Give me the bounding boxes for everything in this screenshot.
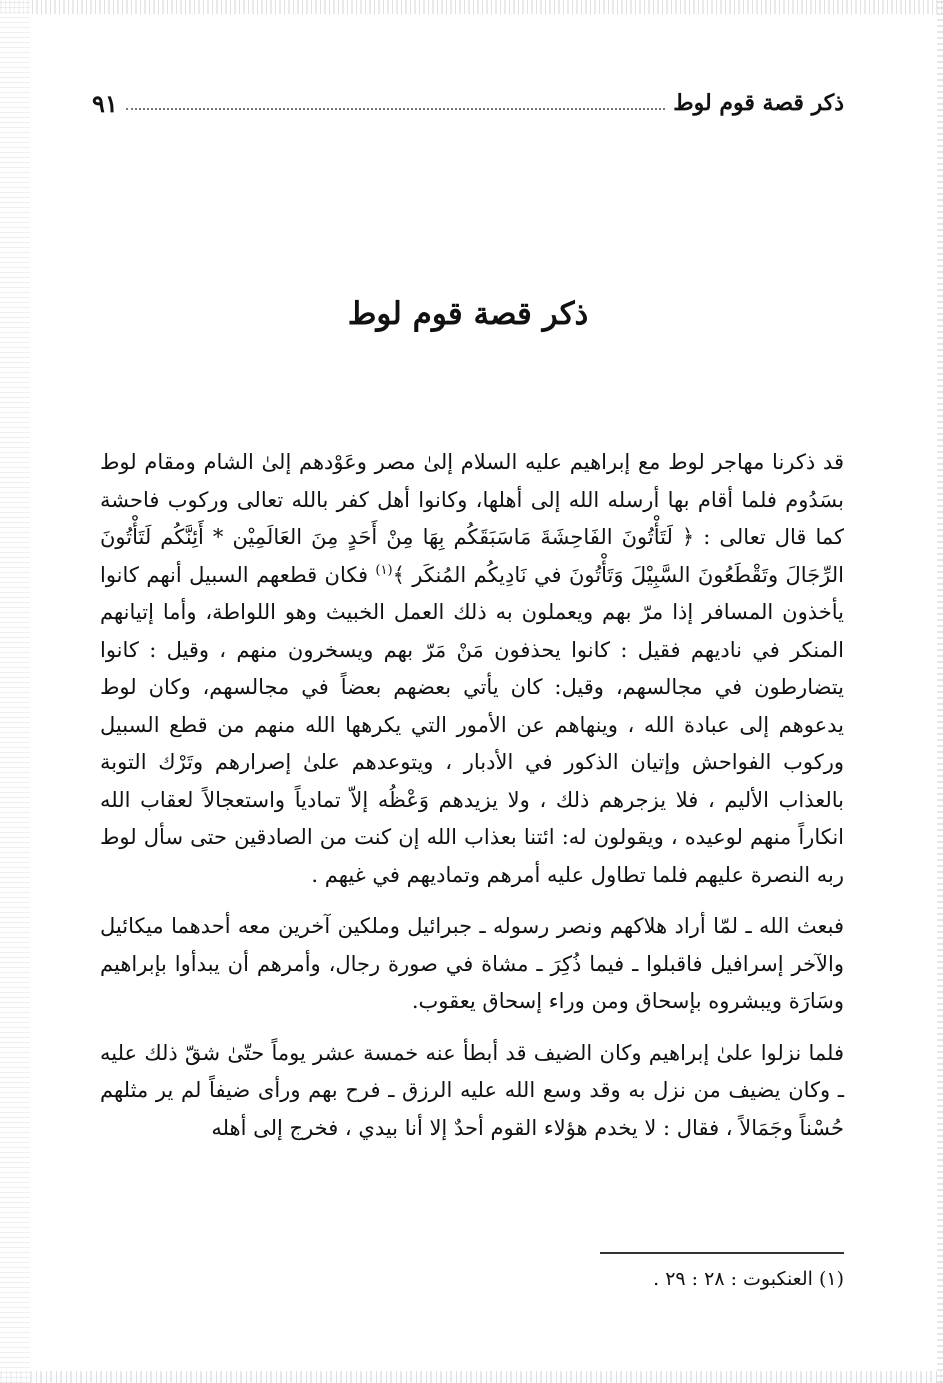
page-number: ٩١ — [92, 89, 118, 118]
scan-edge-bottom — [0, 1371, 943, 1383]
scan-edge-right — [937, 0, 943, 1383]
paragraph-3: فلما نزلوا علىٰ إبراهيم وكان الضيف قد أبطأ عنه خمسة عشر يوماً حتّىٰ شقّ ذلك عليه ـ وكان يضيف من نزل به وقد وسع الله عليه الرزق ـ فرح بهم ورأى ضيفاً لم ير مثلهم حُسْناً وجَمَالاً ، فقال : لا يخدم هؤلاء القوم أحدٌ إلا أنا بيدي ، فخرج إلى أهله — [100, 1040, 844, 1140]
body-text — [100, 444, 844, 1147]
footnote-divider — [600, 1252, 844, 1254]
paragraph-1-part-2: فكان قطعهم السبيل أنهم كانوا يأخذون المسافر إذا مرّ بهم ويعملون به ذلك العمل الخبيث وهو اللواطة، وأما إتيانهم المنكر في ناديهم فقيل : كانوا يحذفون مَنْ مَرّ بهم ويسخرون منهم ، وقيل : كانوا يتضارطون في مجالسهم، وقيل: كان يأتي بعضهم بعضاً في مجالسهم، وكان لوط يدعوهم إلى عبادة الله ، وينهاهم عن الأمور التي يكرهها الله منهم من قطع السبيل وركوب الفواحش وإتيان الذكور في الأدبار ، ويتوعدهم علىٰ إصرارهم وتَرْك التوبة بالعذاب الأليم ، فلا يزجرهم ذلك ، ولا يزيدهم وَعْظُه إلاّ تمادياً واستعجالاً لعقاب الله انكاراً منهم لوعيده ، ويقولون له: ائتنا بعذاب الله إن كنت من الصادقين حتى سأل لوط ربه النصرة عليهم فلما تطاول عليه أمرهم وتماديهم في غيهم . — [100, 562, 844, 887]
running-title: ذكر قصة قوم لوط — [673, 90, 844, 116]
paragraph-2: فبعث الله ـ لمّا أراد هلاكهم ونصر رسوله ـ جبرائيل وملكين آخرين معه أحدهما ميكائيل والآخر إسرافيل فاقبلوا ـ فيما ذُكِرَ ـ مشاة في صورة رجال، وأمرهم أن يبدأوا بإبراهيم وسَارَة ويبشروه بإسحاق ومن وراء إسحاق يعقوب. — [100, 914, 844, 1013]
scan-edge-left — [0, 0, 30, 1383]
running-header — [92, 80, 844, 120]
footnote: (١) العنكبوت : ٢٨ : ٢٩ . — [653, 1268, 844, 1290]
chapter-title: ذكر قصة قوم لوط — [347, 296, 589, 332]
paragraph-1-part-1: قد ذكرنا مهاجر لوط مع إبراهيم عليه السلام إلىٰ مصر وعَوْدهم إلىٰ الشام ومقام لوط بسَدُوم فلما أقام بها أرسله الله إلى أهلها، وكانوا أهل كفر بالله تعالى وركوب فاحشة كما قال تعالى : ﴿ لَتَأْتُونَ الفَاحِشَةَ مَاسَبَقَكُم بِهَا مِنْ أَحَدٍ مِنَ العَالَمِيْن * أَئِنَّكُم لَتَأْتُونَ الرِّجَالَ وتَقْطَعُونَ السَّبِيْلَ وَتَأْتُونَ في نَادِيكُم المُنكَر ﴾ — [100, 450, 844, 587]
scan-edge-top — [0, 0, 943, 14]
header-dotted-leader — [126, 108, 666, 110]
paragraph-1 — [100, 444, 844, 894]
footnote-marker: (١) — [375, 562, 393, 578]
